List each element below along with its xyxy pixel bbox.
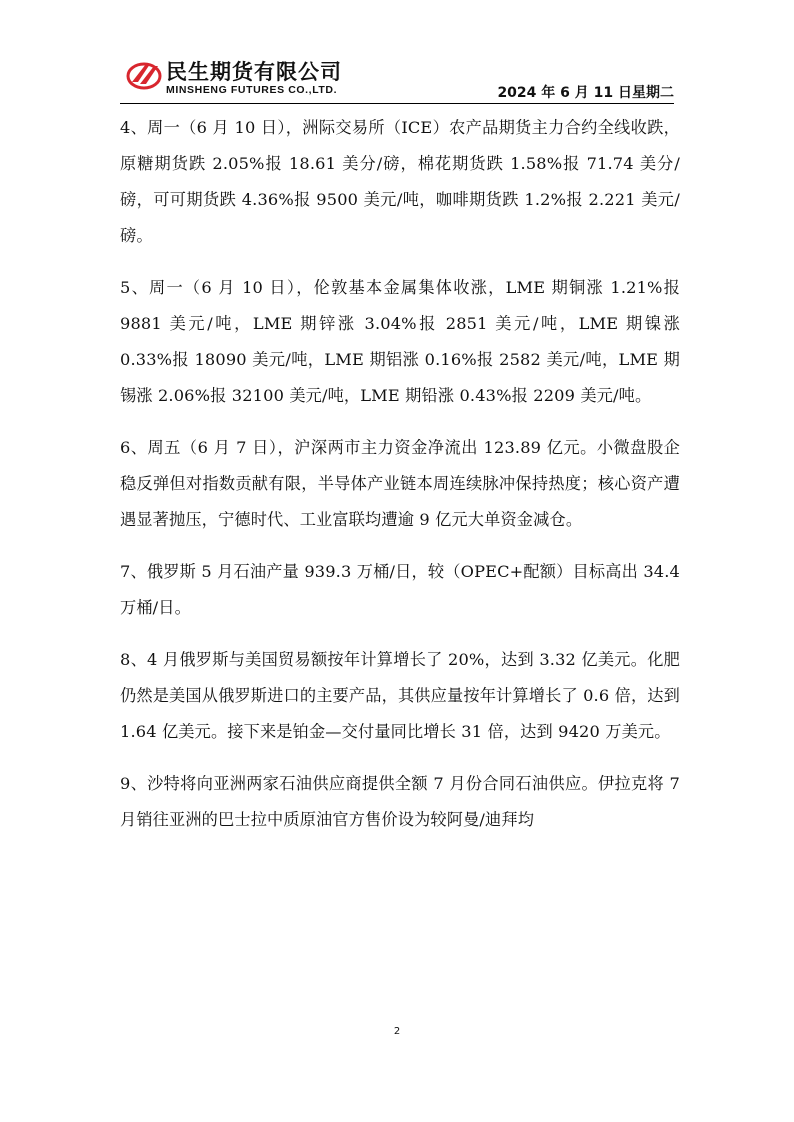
header-divider [120, 103, 674, 104]
news-item-6: 6、周五（6 月 7 日），沪深两市主力资金净流出 123.89 亿元。小微盘股企稳反弹但对指数贡献有限，半导体产业链本周连续脉冲保持热度；核心资产遭遇显著抛压，宁德时代、工业富联均遭逾 9 亿元大单资金减仓。 [120, 438, 680, 529]
news-item-7: 7、俄罗斯 5 月石油产量 939.3 万桶/日，较（OPEC+配额）目标高出 34.4 万桶/日。 [120, 562, 680, 617]
news-item-4: 4、周一（6 月 10 日），洲际交易所（ICE）农产品期货主力合约全线收跌，原糖期货跌 2.05%报 18.61 美分/磅，棉花期货跌 1.58%报 71.74 美分/磅，可可期货跌 4.36%报 9500 美元/吨，咖啡期货跌 1.2%报 2.221 美元/磅。 [120, 118, 680, 245]
news-item-5: 5、周一（6 月 10 日），伦敦基本金属集体收涨，LME 期铜涨 1.21%报 9881 美元/吨，LME 期锌涨 3.04%报 2851 美元/吨，LME 期镍涨 0.33%报 18090 美元/吨，LME 期铝涨 0.16%报 2582 美元/吨，LME 期锡涨 2.06%报 32100 美元/吨，LME 期铅涨 0.43%报 2209 美元/吨。 [120, 278, 680, 405]
news-item-9: 9、沙特将向亚洲两家石油供应商提供全额 7 月份合同石油供应。伊拉克将 7 月销往亚洲的巴士拉中质原油官方售价设为较阿曼/迪拜均 [120, 774, 680, 829]
report-date: 2024 年 6 月 11 日星期二 [497, 85, 674, 101]
page-header [120, 52, 674, 104]
minsheng-logo-icon [126, 58, 162, 92]
news-item-8: 8、4 月俄罗斯与美国贸易额按年计算增长了 20%，达到 3.32 亿美元。化肥仍然是美国从俄罗斯进口的主要产品，其供应量按年计算增长了 0.6 倍，达到 1.64 亿美元。接下来是铂金—交付量同比增长 31 倍，达到 9420 万美元。 [120, 650, 680, 741]
page-number: 2 [393, 1026, 401, 1037]
company-logo [120, 56, 420, 100]
company-name-en: MINSHENG FUTURES CO.,LTD. [166, 84, 338, 96]
news-content [120, 110, 680, 854]
company-name-cn: 民生期货有限公司 [166, 60, 342, 84]
